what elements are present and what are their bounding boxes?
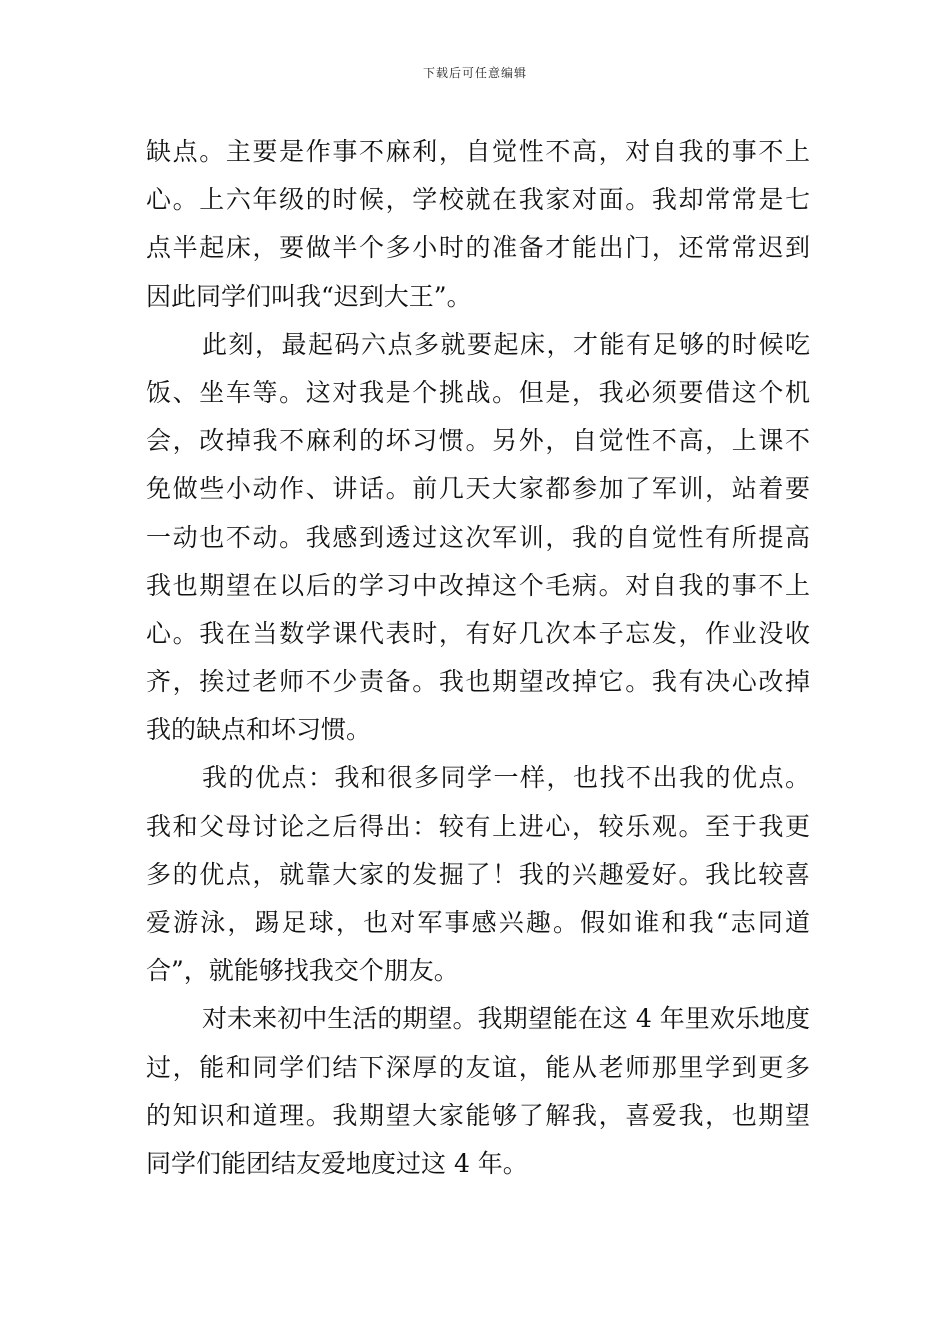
text-line: 会，改掉我不麻利的坏习惯。另外，自觉性不高，上课不	[146, 426, 810, 456]
text-line: 同学们能团结友爱地度过这 4 年。	[146, 1148, 528, 1178]
page-header: 下载后可任意编辑	[422, 66, 527, 80]
text-line: 心。我在当数学课代表时，有好几次本子忘发，作业没收	[146, 618, 810, 648]
text-line: 饭、坐车等。这对我是个挑战。但是，我必须要借这个机	[146, 377, 810, 407]
text-line: 因此同学们叫我“迟到大王”。	[146, 281, 472, 311]
text-line: 缺点。主要是作事不麻利，自觉性不高，对自我的事不上	[146, 137, 810, 166]
text-line: 一动也不动。我感到透过这次军训，我的自觉性有所提高	[146, 522, 810, 552]
text-line: 过，能和同学们结下深厚的友谊，能从老师那里学到更多	[146, 1052, 810, 1082]
text-line: 我的优点：我和很多同学一样，也找不出我的优点。	[202, 763, 810, 793]
text-line: 合”，就能够找我交个朋友。	[146, 956, 459, 986]
text-line: 免做些小动作、讲话。前几天大家都参加了军训，站着要	[146, 474, 810, 504]
text-line: 多的优点，就靠大家的发掘了！我的兴趣爱好。我比较喜	[146, 859, 810, 889]
text-line: 点半起床，要做半个多小时的准备才能出门，还常常迟到	[146, 233, 810, 263]
text-line: 对未来初中生活的期望。我期望能在这 4 年里欢乐地度	[202, 1004, 810, 1034]
text-line: 此刻，最起码六点多就要起床，才能有足够的时候吃	[202, 329, 810, 359]
text-line: 我的缺点和坏习惯。	[146, 715, 372, 745]
text-line: 我也期望在以后的学习中改掉这个毛病。对自我的事不上	[146, 570, 810, 600]
text-line: 心。上六年级的时候，学校就在我家对面。我却常常是七	[146, 185, 810, 215]
text-line: 的知识和道理。我期望大家能够了解我，喜爱我，也期望	[146, 1100, 810, 1130]
text-line: 齐，挨过老师不少责备。我也期望改掉它。我有决心改掉	[146, 667, 810, 697]
text-line: 爱游泳，踢足球，也对军事感兴趣。假如谁和我“志同道	[146, 908, 810, 937]
document-body	[146, 128, 810, 1188]
text-line: 我和父母讨论之后得出：较有上进心，较乐观。至于我更	[146, 811, 810, 841]
